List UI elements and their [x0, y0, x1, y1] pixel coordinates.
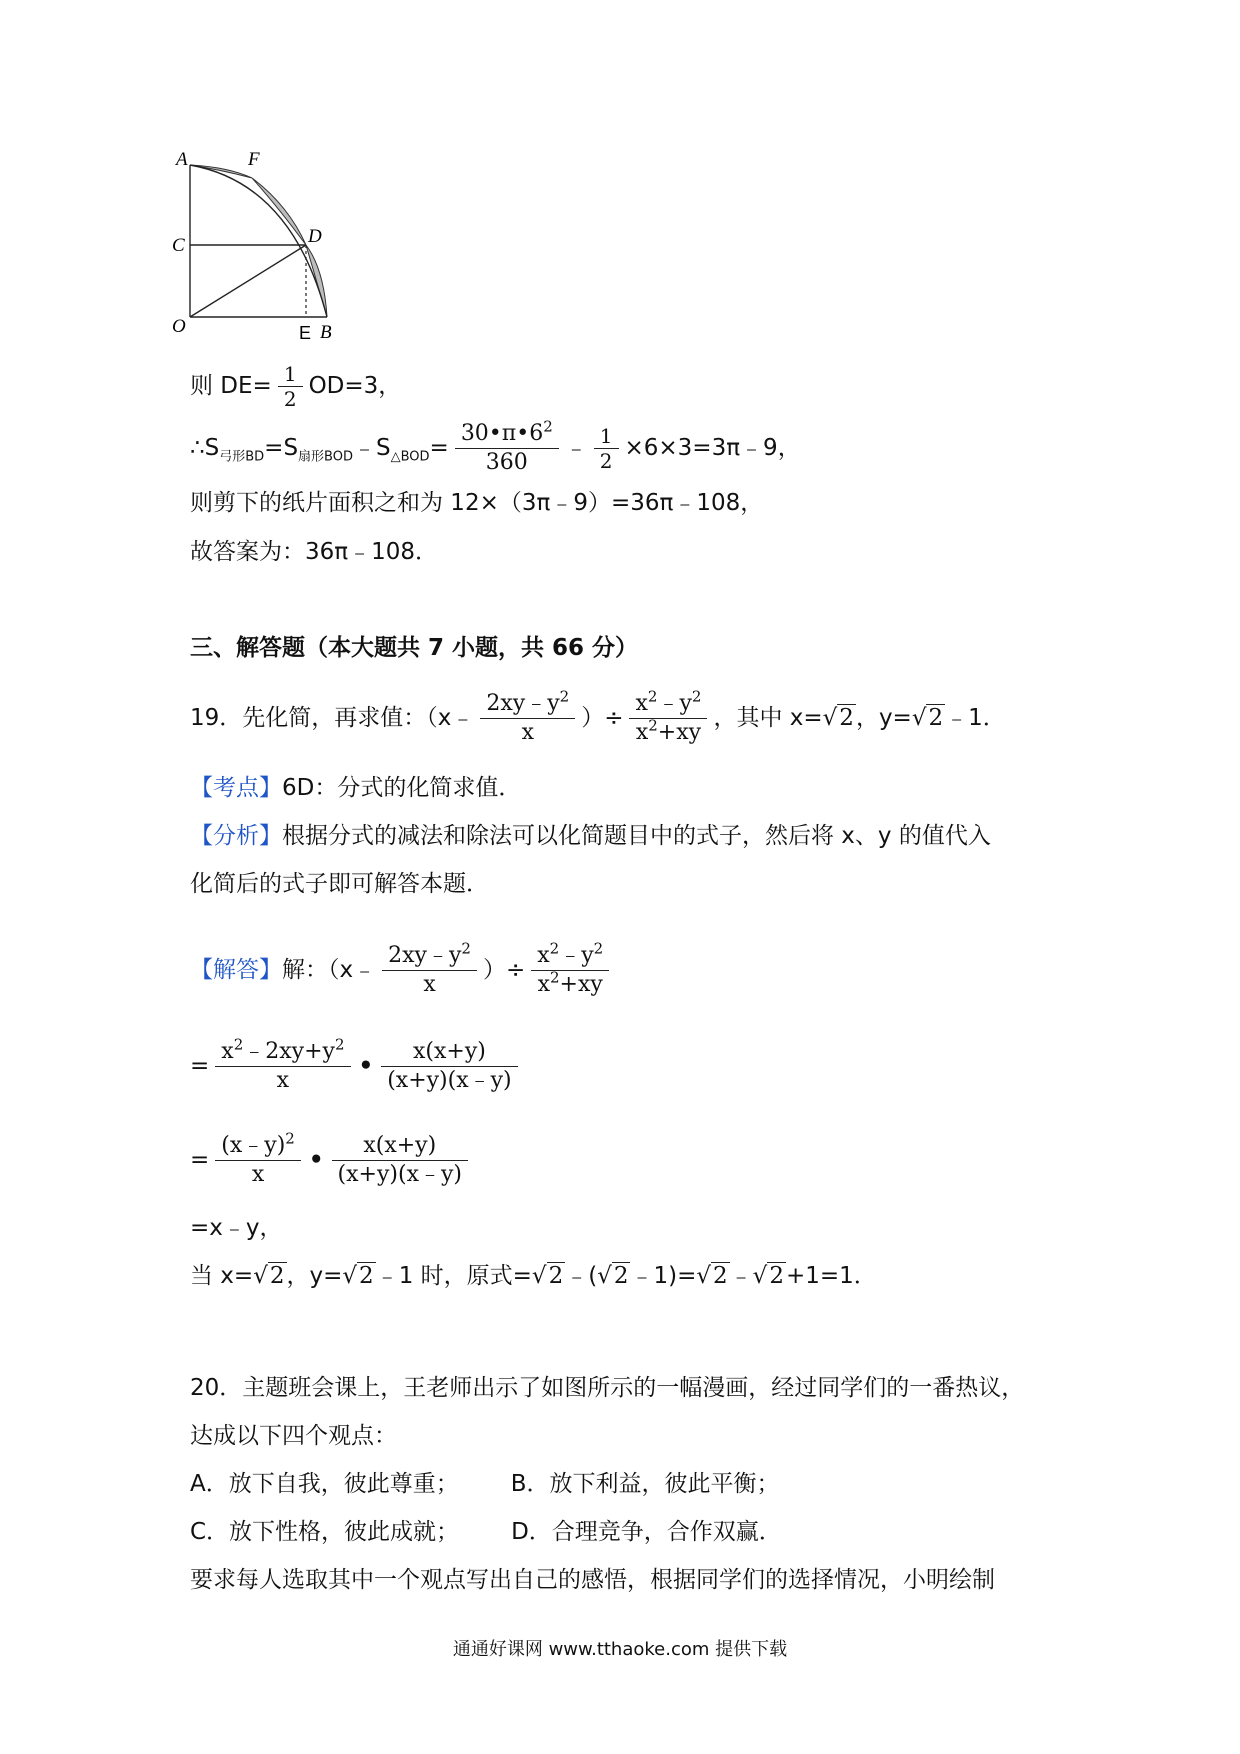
label-e: E — [299, 323, 312, 343]
step2-frac-left — [215, 1129, 301, 1189]
option-b: B．放下利益，彼此平衡； — [510, 1471, 780, 1497]
fenxi-line-1 — [190, 820, 991, 852]
step1-line: = $\frac{x^2﹣2xy+y^2}{x}$ • $\frac{x(x+y)}{(x+y)(x﹣y)}$ — [190, 1038, 524, 1095]
final-sqrt-6: √2 — [752, 1263, 784, 1289]
step1-num-a: x — [221, 1039, 234, 1064]
q20-options-ab — [190, 1468, 780, 1500]
sqrt-2: √2 — [822, 705, 854, 731]
final-root5: 2 — [713, 1263, 728, 1289]
area-eq2: = — [429, 435, 449, 461]
fenxi-line-2: 化简后的式子即可解答本题． — [190, 871, 489, 897]
jieda-frac2-den-b: +xy — [559, 972, 603, 997]
step2-r-num: x(x+y) — [332, 1132, 468, 1161]
de-suffix: OD=3， — [308, 373, 402, 399]
option-c: C．放下性格，彼此成就； — [190, 1519, 460, 1545]
q19-root1: 2 — [839, 705, 854, 731]
q20-line-2: 达成以下四个观点： — [190, 1423, 397, 1449]
final-sqrt-4: √2 — [597, 1263, 629, 1289]
q19-frac2-den-b: +xy — [657, 720, 702, 745]
label-d: D — [308, 226, 322, 247]
step3-line: =x﹣y， — [190, 1215, 283, 1241]
line-od — [190, 245, 306, 317]
final-line — [190, 1260, 877, 1292]
jieda-frac1-num-sup: 2 — [461, 939, 471, 958]
answer-line: 故答案为：36π﹣108． — [190, 539, 439, 565]
final-sqrt-3: √2 — [531, 1263, 564, 1289]
jieda-frac1-den: x — [423, 972, 436, 997]
area-line — [190, 417, 801, 477]
label-a: A — [176, 149, 188, 170]
option-d: D．合理竞争，合作双赢． — [511, 1519, 782, 1545]
jieda-prefix: 解：（x﹣ — [282, 957, 377, 983]
label-o: O — [172, 316, 186, 337]
q20-options-cd — [190, 1516, 782, 1548]
jieda-mid: ）÷ — [482, 957, 526, 983]
half-num: 1 — [278, 362, 303, 387]
step1-r-den: (x+y)(x﹣y) — [387, 1068, 512, 1093]
jieda-line — [190, 939, 615, 999]
q19-tail3: ﹣1． — [945, 705, 1006, 731]
kaodian-tag: 【考点】 — [190, 775, 282, 801]
q19-frac2-num-sup1: 2 — [647, 687, 658, 706]
sector-num-sup: 2 — [543, 417, 553, 436]
q20-line-3: 要求每人选取其中一个观点写出自己的感悟，根据同学们的选择情况，小明绘制 — [190, 1567, 995, 1593]
step1-num-sup1: 2 — [233, 1035, 244, 1054]
area-minus2: ﹣ — [564, 435, 588, 461]
final-mid1: ，y= — [286, 1263, 343, 1289]
final-sqrt-1: √2 — [253, 1263, 285, 1289]
q19-line — [190, 687, 1006, 747]
half-den: 2 — [283, 387, 297, 411]
step1-den: x — [276, 1068, 290, 1093]
jieda-frac2-num-b: ﹣y — [559, 943, 594, 968]
final-mid2: ﹣1 时，原式= — [375, 1263, 532, 1289]
step1-frac-left — [215, 1035, 350, 1095]
jieda-tag: 【解答】 — [190, 957, 282, 983]
area-eq1: =S — [264, 435, 299, 461]
step2-r-den: (x+y)(x﹣y) — [337, 1162, 462, 1187]
final-root3: 2 — [548, 1263, 564, 1289]
final-root4: 2 — [613, 1263, 629, 1289]
kaodian-line — [190, 772, 521, 804]
jieda-frac2-den-a: x — [537, 972, 550, 997]
final-mid5: ﹣ — [729, 1263, 753, 1289]
jieda-frac2-num-sup1: 2 — [549, 939, 560, 958]
option-a: A．放下自我，彼此尊重； — [190, 1471, 459, 1497]
q19-tail1: ，其中 x= — [713, 705, 823, 731]
sqrt-2-b: √2 — [911, 705, 944, 731]
q19-mid: ）÷ — [581, 705, 624, 731]
label-f: F — [248, 149, 260, 170]
final-sqrt-2: √2 — [342, 1263, 374, 1289]
jieda-frac1-num: 2xy﹣y — [388, 943, 462, 968]
q19-frac2-num-b: ﹣y — [657, 691, 692, 716]
step1-r-num: x(x+y) — [381, 1038, 517, 1067]
final-mid4: ﹣1)= — [630, 1263, 697, 1289]
area-sub2: 扇形BOD — [298, 449, 353, 465]
q19-tail2: ，y= — [855, 705, 912, 731]
jieda-frac2 — [531, 939, 609, 999]
final-prefix: 当 x= — [190, 1263, 254, 1289]
de-line — [190, 362, 401, 411]
page-footer: 通通好课网 www.tthaoke.com 提供下载 — [452, 1639, 788, 1660]
geometry-figure — [172, 145, 390, 345]
shaded-segment-fd — [252, 178, 306, 245]
step1-frac-right — [381, 1038, 517, 1095]
area-sub1: 弓形BD — [219, 449, 265, 465]
q19-frac2-num-sup2: 2 — [691, 687, 702, 706]
jieda-frac2-num-sup2: 2 — [593, 939, 604, 958]
q20-line-1: 20．主题班会课上，王老师出示了如图所示的一幅漫画，经过同学们的一番热议， — [190, 1375, 1025, 1401]
q19-frac1-num: 2xy﹣y — [486, 691, 560, 716]
area-tail: ×6×3=3π﹣9， — [624, 435, 801, 461]
step2-frac-right — [332, 1132, 468, 1189]
sector-den: 360 — [485, 450, 528, 475]
section-3-title: 三、解答题（本大题共 7 小题，共 66 分） — [190, 635, 639, 661]
label-b: B — [320, 322, 332, 343]
final-end: +1=1． — [785, 1263, 877, 1289]
final-root6: 2 — [769, 1263, 784, 1289]
kaodian-text: 6D：分式的化简求值． — [282, 775, 522, 801]
final-root1: 2 — [269, 1263, 285, 1289]
final-mid3: ﹣( — [565, 1263, 598, 1289]
area-therefore: ∴S — [190, 435, 220, 461]
step2-den: x — [251, 1162, 265, 1187]
jieda-frac2-den-sup: 2 — [549, 968, 560, 987]
q19-frac1 — [480, 687, 575, 747]
q19-frac1-den: x — [521, 720, 534, 745]
q19-frac2 — [629, 687, 707, 747]
q19-root2: 2 — [928, 705, 944, 731]
half2-den: 2 — [599, 449, 613, 473]
jieda-frac1 — [382, 939, 477, 999]
jieda-frac2-num-a: x — [537, 943, 550, 968]
area-sub3: △BOD — [390, 449, 430, 465]
half-fraction — [278, 362, 303, 411]
sector-fraction — [455, 417, 559, 477]
step1-num-sup2: 2 — [334, 1035, 345, 1054]
step2-num-sup: 2 — [285, 1129, 295, 1148]
step2-num-a: (x﹣y) — [221, 1133, 286, 1158]
de-prefix: 则 DE= — [190, 373, 272, 399]
sum-line: 则剪下的纸片面积之和为 12×（3π﹣9）=36π﹣108， — [190, 490, 764, 516]
final-root2: 2 — [359, 1263, 374, 1289]
q19-frac1-num-sup: 2 — [559, 687, 570, 706]
q19-frac2-den-sup: 2 — [648, 716, 658, 735]
q19-prefix: 19．先化简，再求值：（x﹣ — [190, 705, 475, 731]
q19-frac2-den-a: x — [635, 720, 649, 745]
step1-num-b: ﹣2xy+y — [243, 1039, 335, 1064]
half2-num: 1 — [594, 424, 619, 449]
half-fraction-2 — [594, 424, 619, 473]
area-minus: ﹣S — [352, 435, 391, 461]
fenxi-tag: 【分析】 — [190, 823, 282, 849]
final-sqrt-5: √2 — [696, 1263, 728, 1289]
step2-line: = $\frac{(x﹣y)^2}{x}$ • $\frac{x(x+y)}{(x+y)(x﹣y)}$ — [190, 1132, 474, 1189]
fenxi-text-1: 根据分式的减法和除法可以化简题目中的式子，然后将 x、y 的值代入 — [282, 823, 991, 849]
label-c: C — [172, 235, 185, 256]
q19-frac2-num-a: x — [635, 691, 648, 716]
sector-num: 30•π•6 — [460, 421, 544, 446]
